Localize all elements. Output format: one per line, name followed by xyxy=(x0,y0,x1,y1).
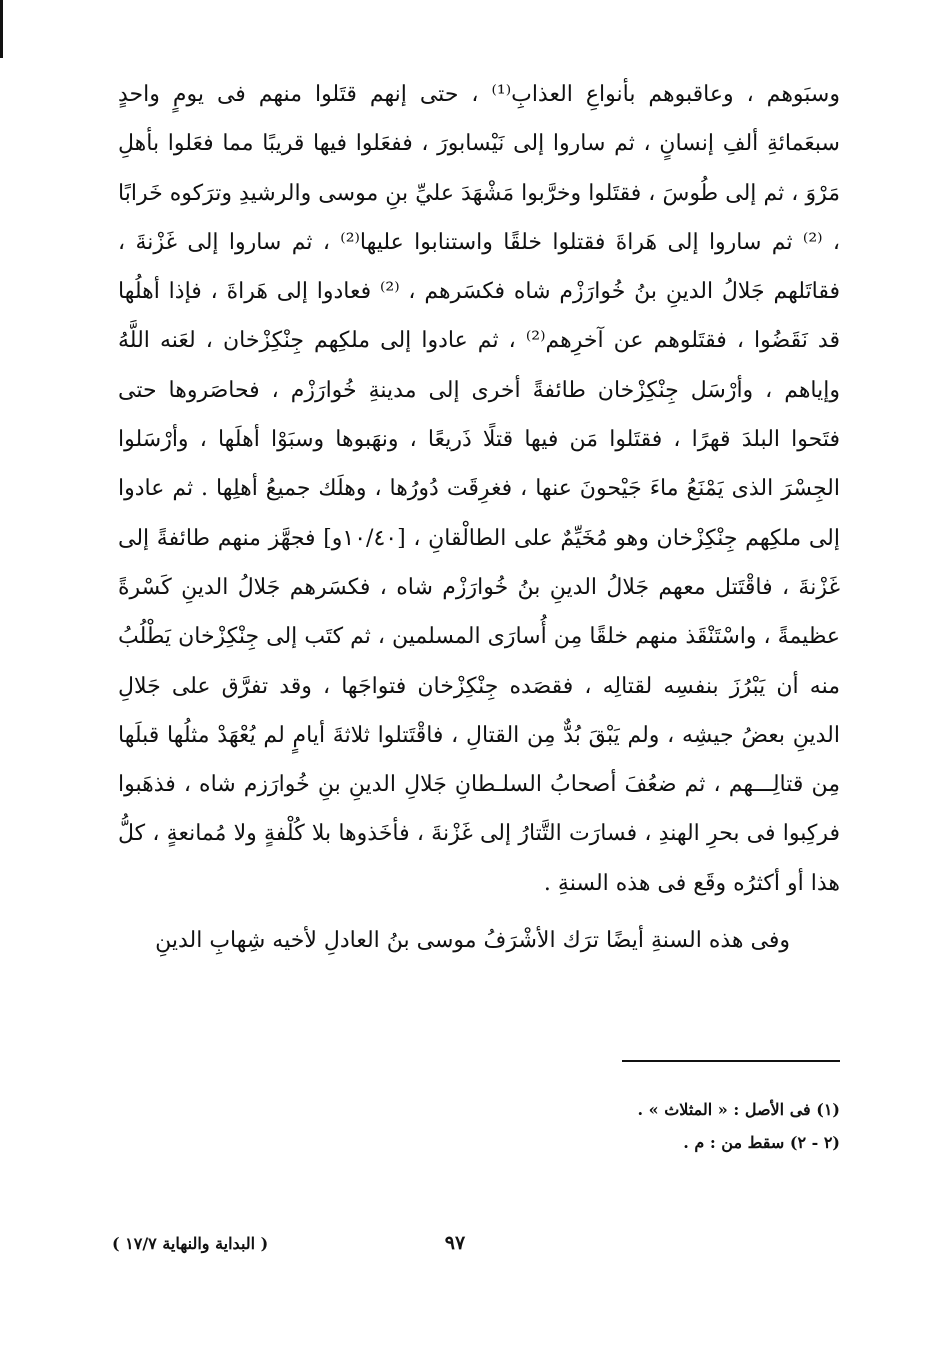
footnote-separator xyxy=(622,1060,840,1062)
main-text xyxy=(118,70,840,965)
footnotes xyxy=(500,1093,840,1159)
page-edge-mark xyxy=(0,0,3,58)
running-footer: ( البداية والنهاية ١٧/٧ ) xyxy=(112,1234,269,1253)
footnote-1: (١) فى الأصل : « المثلاث » . xyxy=(637,1100,840,1119)
paragraph-1: وسبَوهم ، وعاقبوهم بأنواعِ العذابِ⁽¹⁾ ، حتى إنهم قتَلوا منهم فى يومٍ واحدٍ سبعَمائةِ ألفِ إنسانٍ ، ثم ساروا إلى نَيْسابورَ ، ففعَلوا فيها قريبًا مما فعَلوا بأهلِ مَرْوَ ، ثم إلى طُوسَ ، فقتَلوا وخرَّبوا مَشْهَدَ عليِّ بنِ موسى والرشيدِ وترَكوه خَرابًا ، ⁽²⁾ ثم ساروا إلى هَراةَ فقتلوا خلقًا واستنابوا عليها⁽²⁾ ، ثم ساروا إلى غَزْنةَ ، فقاتَلهم جَلالُ الدينِ بنُ خُوارَزْم شاه فكسَرهم ، ⁽²⁾ فعادوا إلى هَراةَ ، فإذا أهلُها قد نَقَضُوا ، فقتَلوهم عن آخرِهم⁽²⁾ ، ثم عادوا إلى ملكِهم جِنْكِزْخان ، لعَنه اللَّهُ وإياهم ، وأرْسَل جِنْكِزْخان طائفةً أخرى إلى مدينةِ خُوارَزْم ، فحاصَروها حتى فتَحوا البلدَ قهرًا ، فقتَلوا مَن فيها قتلًا ذَريعًا ، ونهَبوها وسبَوْا أهلَها ، وأرْسَلوا الجِسْرَ الذى يَمْنَعُ ماءَ جَيْحونَ عنها ، فغرِقَت دُورُها ، وهلَك جميعُ أهلِها . ثم عادوا إلى ملكِهم جِنْكِزْخان وهو مُخَيِّمٌ على الطالْقانِ ، [١٠/٤٠و] فجهَّز منهم طائفةً إلى غَزْنةَ ، فاقْتَتل معهم جَلالُ الدينِ بنُ خُوارَزْم شاه ، فكسَرهم جَلالُ الدينِ كَسْرةً عظيمةً ، واسْتَنْقَذ منهم خلقًا مِن أُسارَى المسلمين ، ثم كتَب إلى جِنْكِزْخان يَطْلُبُ منه أن يَبْرُزَ بنفسِه لقتالِه ، فقصَده جِنْكِزْخان فتواجَها ، وقد تفرَّق على جَلالِ الدينِ بعضُ جيشِه ، ولم يَبْقَ بُدٌّ مِن القتالِ ، فاقْتَتلوا ثلاثةَ أيامٍ لم يُعْهَدْ مثلُها قبلَها مِن قتالِـــهم ، ثم ضعُفَ أصحابُ السلـطانِ جَلالِ الدينِ بنِ خُوارَزم شاه ، فذهَبوا فركِبوا فى بحرِ الهندِ ، فسارَت التَّتارُ إلى غَزْنةَ ، فأخَذوها بلا كُلْفةٍ ولا مُمانعةٍ ، كلُّ هذا أو أكثرُه وقَع فى هذه السنةِ . xyxy=(118,82,841,896)
page-number: ٩٧ xyxy=(444,1232,466,1254)
paragraph-2: وفى هذه السنةِ أيضًا ترَك الأشْرَفُ موسى بنُ العادلِ لأخيه شِهابِ الدينِ xyxy=(155,928,790,954)
footnote-2: (٢ - ٢) سقط من : م . xyxy=(683,1133,840,1152)
